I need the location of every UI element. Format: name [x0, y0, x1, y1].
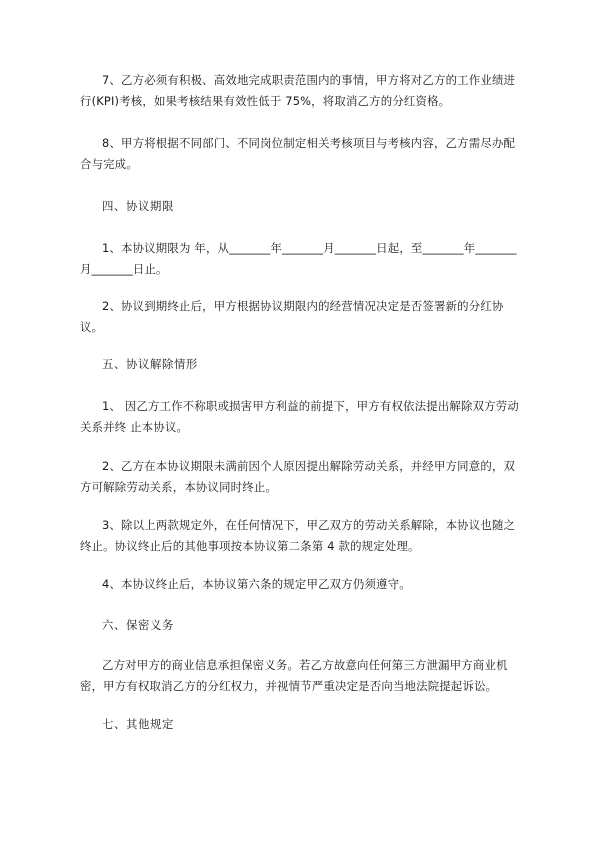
section-5-heading: 五、协议解除情形 — [102, 357, 198, 371]
clause-8-paragraph: 8、甲方将根据不同部门、不同岗位制定相关考核项目与考核内容，乙方需尽办配合与完成。 — [80, 136, 516, 171]
section-5-clause-1: 1、 因乙方工作不称职或损害甲方利益的前提下，甲方有权依法提出解除双方劳动关系并终 止本协议。 — [80, 399, 519, 434]
section-4-clause-2: 2、协议到期终止后，甲方根据协议期限内的经营情况决定是否签署新的分红协议。 — [80, 299, 504, 334]
section-4-heading: 四、协议期限 — [102, 199, 174, 213]
section-6-paragraph: 乙方对甲方的商业信息承担保密义务。若乙方故意向任何第三方泄漏甲方商业机密，甲方有权取消乙方的分红权力，并视情节严重决定是否向当地法院提起诉讼。 — [80, 658, 508, 693]
section-5-clause-3: 3、除以上两款规定外，在任何情况下，甲乙双方的劳动关系解除，本协议也随之终止。协议终止后的其他事项按本协议第二条第 4 款的规定处理。 — [80, 518, 516, 553]
section-4-clause-1: 1、本协议期限为 年，从_______年_______月_______日起，至_______年_______月_______日止。 — [80, 241, 517, 276]
section-5-clause-2: 2、乙方在本协议期限未满前因个人原因提出解除劳动关系，并经甲方同意的，双方可解除劳动关系，本协议同时终止。 — [80, 459, 516, 494]
clause-7-paragraph: 7、乙方必须有积极、高效地完成职责范围内的事情，甲方将对乙方的工作业绩进行(KPI)考核，如果考核结果有效性低于 75%，将取消乙方的分红资格。 — [80, 73, 516, 108]
section-5-clause-4: 4、本协议终止后，本协议第六条的规定甲乙双方仍须遵守。 — [102, 577, 411, 591]
section-7-heading: 七、其他规定 — [102, 717, 174, 731]
section-6-heading: 六、保密义务 — [102, 618, 174, 632]
